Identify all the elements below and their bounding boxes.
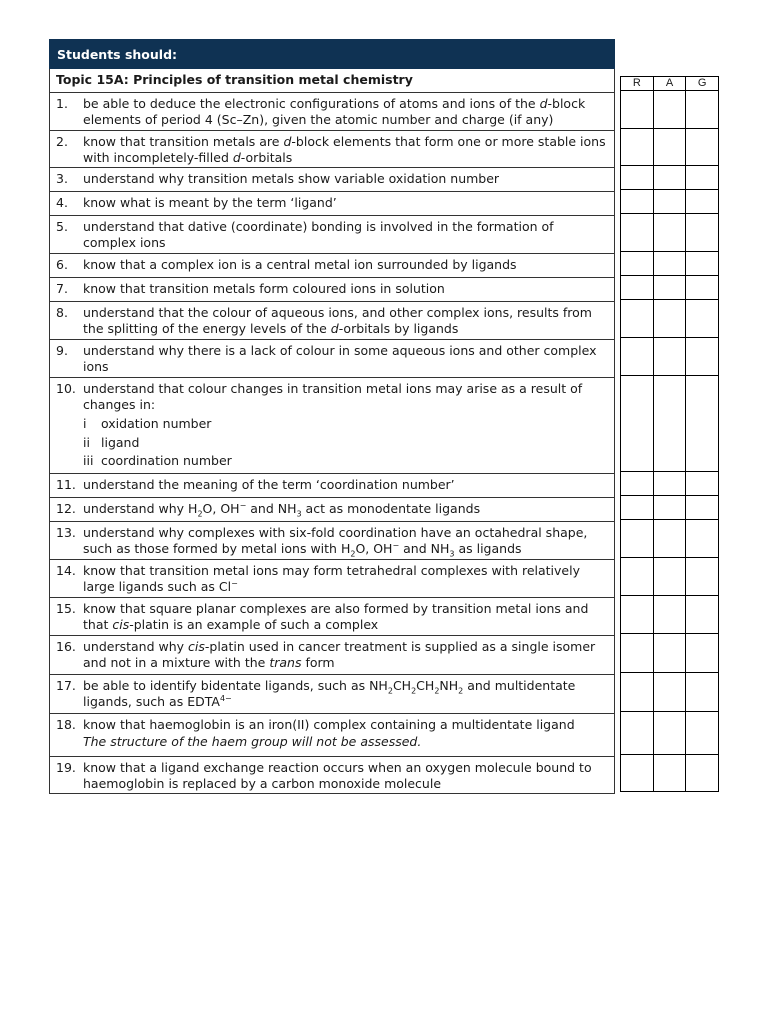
rag-row [620, 91, 719, 129]
rag-row [620, 214, 719, 252]
table-header [49, 39, 615, 69]
item-note: The structure of the haem group will not be assessed. [83, 734, 422, 749]
rag-row [620, 673, 719, 712]
rag-cell-g[interactable] [685, 673, 718, 711]
item-text: know that transition metals are d-block elements that form one or more stable ions with incompletely-filled d-orbitals [83, 134, 606, 165]
rag-cell-g[interactable] [685, 300, 718, 337]
rag-cell-g[interactable] [685, 634, 718, 672]
rag-cell-a[interactable] [653, 300, 686, 337]
rag-cell-g[interactable] [685, 166, 718, 189]
rag-cell-g[interactable] [685, 129, 718, 165]
rag-cell-a[interactable] [653, 252, 686, 275]
rag-header [620, 76, 719, 91]
table-row [49, 168, 615, 192]
rag-row [620, 472, 719, 496]
rag-cell-g[interactable] [685, 496, 718, 519]
rag-checklist [620, 76, 719, 792]
rag-cell-r[interactable] [621, 214, 653, 251]
rag-cell-r[interactable] [621, 276, 653, 299]
rag-cell-a[interactable] [653, 214, 686, 251]
item-text: know that square planar complexes are also formed by transition metal ions and that cis-platin is an example of such a complex [83, 601, 589, 632]
rag-cell-r[interactable] [621, 472, 653, 495]
item-text: understand why transition metals show variable oxidation number [83, 171, 500, 186]
rag-cell-r[interactable] [621, 338, 653, 375]
table-row [49, 378, 615, 474]
rag-row [620, 520, 719, 558]
rag-row [620, 338, 719, 376]
rag-row [620, 166, 719, 190]
rag-cell-g[interactable] [685, 252, 718, 275]
rag-cell-g[interactable] [685, 376, 718, 471]
rag-cell-a[interactable] [653, 129, 686, 165]
item-number: 6. [56, 257, 68, 272]
rag-header-a: A [653, 77, 686, 90]
rag-cell-r[interactable] [621, 252, 653, 275]
rag-cell-r[interactable] [621, 91, 653, 128]
rag-cell-r[interactable] [621, 190, 653, 213]
sub-item: i oxidation number [83, 416, 212, 431]
item-number: 9. [56, 343, 68, 358]
sub-item: ii ligand [83, 434, 140, 450]
rag-row [620, 276, 719, 300]
rag-cell-a[interactable] [653, 673, 686, 711]
rag-cell-r[interactable] [621, 129, 653, 165]
item-number: 2. [56, 134, 68, 149]
item-text: understand why there is a lack of colour in some aqueous ions and other complex ions [83, 343, 597, 374]
item-text: know that haemoglobin is an iron(II) complex containing a multidentate ligand The structure of the haem group will not be assessed. [83, 717, 608, 750]
item-text: know that transition metals form coloured ions in solution [83, 281, 445, 296]
rag-cell-r[interactable] [621, 376, 653, 471]
item-number: 14. [56, 563, 76, 578]
rag-row [620, 496, 719, 520]
item-text: understand that colour changes in transition metal ions may arise as a result of changes in: i oxidation number ii ligand iii coordination number [83, 381, 608, 469]
item-text: know that a ligand exchange reaction occurs when an oxygen molecule bound to haemoglobin is replaced by a carbon monoxide molecule [83, 760, 592, 791]
item-number: 19. [56, 760, 76, 775]
rag-cell-a[interactable] [653, 376, 686, 471]
table-row [49, 560, 615, 598]
rag-row [620, 712, 719, 755]
rag-cell-r[interactable] [621, 634, 653, 672]
item-text: know that transition metal ions may form tetrahedral complexes with relatively large ligands such as Cl− [83, 563, 580, 594]
item-text: know what is meant by the term ‘ligand’ [83, 195, 337, 210]
table-row [49, 216, 615, 254]
rag-cell-g[interactable] [685, 472, 718, 495]
item-number: 16. [56, 639, 76, 654]
item-text: understand why cis-platin used in cancer treatment is supplied as a single isomer and not in a mixture with the trans form [83, 639, 596, 670]
rag-cell-a[interactable] [653, 472, 686, 495]
rag-cell-a[interactable] [653, 496, 686, 519]
item-text: understand why complexes with six-fold coordination have an octahedral shape, such as those formed by metal ions with $H_2O$, OH− and $NH_3$ as ligands [83, 525, 588, 559]
item-number: 12. [56, 501, 76, 516]
item-number: 18. [56, 717, 76, 732]
table-row [49, 636, 615, 675]
item-number: 3. [56, 171, 68, 186]
rag-cell-a[interactable] [653, 190, 686, 213]
rag-row [620, 300, 719, 338]
table-row [49, 131, 615, 168]
rag-row [620, 596, 719, 634]
rag-cell-r[interactable] [621, 520, 653, 557]
table-row [49, 675, 615, 714]
table-row [49, 192, 615, 216]
table-row [49, 278, 615, 302]
item-text: understand that dative (coordinate) bonding is involved in the formation of complex ions [83, 219, 554, 250]
item-text: understand that the colour of aqueous ions, and other complex ions, results from the splitting of the energy levels of the d-orbitals by ligands [83, 305, 592, 336]
rag-row [620, 252, 719, 276]
rag-cell-g[interactable] [685, 558, 718, 595]
item-number: 8. [56, 305, 68, 320]
table-row [49, 254, 615, 278]
rag-cell-g[interactable] [685, 755, 718, 791]
rag-cell-r[interactable] [621, 596, 653, 633]
rag-cell-r[interactable] [621, 496, 653, 519]
rag-cell-g[interactable] [685, 596, 718, 633]
table-row [49, 93, 615, 131]
rag-cell-a[interactable] [653, 634, 686, 672]
table-row [49, 714, 615, 757]
rag-header-g: G [685, 77, 718, 90]
rag-cell-g[interactable] [685, 520, 718, 557]
rag-row [620, 634, 719, 673]
topic-row [49, 69, 615, 93]
rag-cell-a[interactable] [653, 166, 686, 189]
rag-cell-g[interactable] [685, 712, 718, 754]
rag-cell-a[interactable] [653, 276, 686, 299]
rag-cell-g[interactable] [685, 91, 718, 128]
rag-row [620, 558, 719, 596]
rag-cell-g[interactable] [685, 190, 718, 213]
item-number: 17. [56, 678, 76, 693]
table-row [49, 302, 615, 340]
item-number: 5. [56, 219, 68, 234]
rag-cell-a[interactable] [653, 520, 686, 557]
item-number: 15. [56, 601, 76, 616]
rag-row [620, 190, 719, 214]
item-number: 7. [56, 281, 68, 296]
rag-cell-a[interactable] [653, 596, 686, 633]
rag-row [620, 376, 719, 472]
header-title: Students should: [57, 47, 178, 62]
table-row [49, 498, 615, 522]
rag-header-r: R [632, 77, 641, 89]
rag-cell-a[interactable] [653, 755, 686, 791]
item-text: know that a complex ion is a central metal ion surrounded by ligands [83, 257, 517, 272]
rag-cell-r[interactable] [621, 755, 653, 791]
specification-table [49, 39, 615, 794]
item-number: 4. [56, 195, 68, 210]
topic-title: Topic 15A: Principles of transition metal chemistry [56, 72, 413, 87]
rag-cell-a[interactable] [653, 91, 686, 128]
rag-cell-r[interactable] [621, 712, 653, 754]
item-number: 10. [56, 381, 76, 396]
table-row [49, 340, 615, 378]
rag-cell-r[interactable] [621, 166, 653, 189]
item-text: be able to deduce the electronic configurations of atoms and ions of the d-block elements of period 4 (Sc–Zn), given the atomic number and charge (if any) [83, 96, 586, 127]
rag-cell-a[interactable] [653, 712, 686, 754]
rag-cell-g[interactable] [685, 276, 718, 299]
rag-row [620, 755, 719, 792]
rag-cell-g[interactable] [685, 338, 718, 375]
table-row [49, 522, 615, 560]
item-number: 11. [56, 477, 76, 492]
rag-cell-a[interactable] [653, 338, 686, 375]
table-row [49, 757, 615, 794]
rag-row [620, 129, 719, 166]
rag-cell-r[interactable] [621, 673, 653, 711]
sub-item: iii coordination number [83, 453, 232, 468]
rag-cell-a[interactable] [653, 558, 686, 595]
item-text: understand the meaning of the term ‘coordination number’ [83, 477, 455, 492]
item-number: 1. [56, 96, 68, 111]
rag-cell-r[interactable] [621, 558, 653, 595]
item-text: understand why $H_2O$, OH− and $NH_3$ act as monodentate ligands [83, 500, 481, 519]
table-row [49, 474, 615, 498]
item-number: 13. [56, 525, 76, 540]
rag-cell-g[interactable] [685, 214, 718, 251]
item-text: be able to identify bidentate ligands, such as $NH_2CH_2CH_2NH_2$ and multidentate ligands, such as $EDTA^{4-}$ [83, 678, 576, 709]
table-row [49, 598, 615, 636]
rag-cell-r[interactable] [621, 300, 653, 337]
